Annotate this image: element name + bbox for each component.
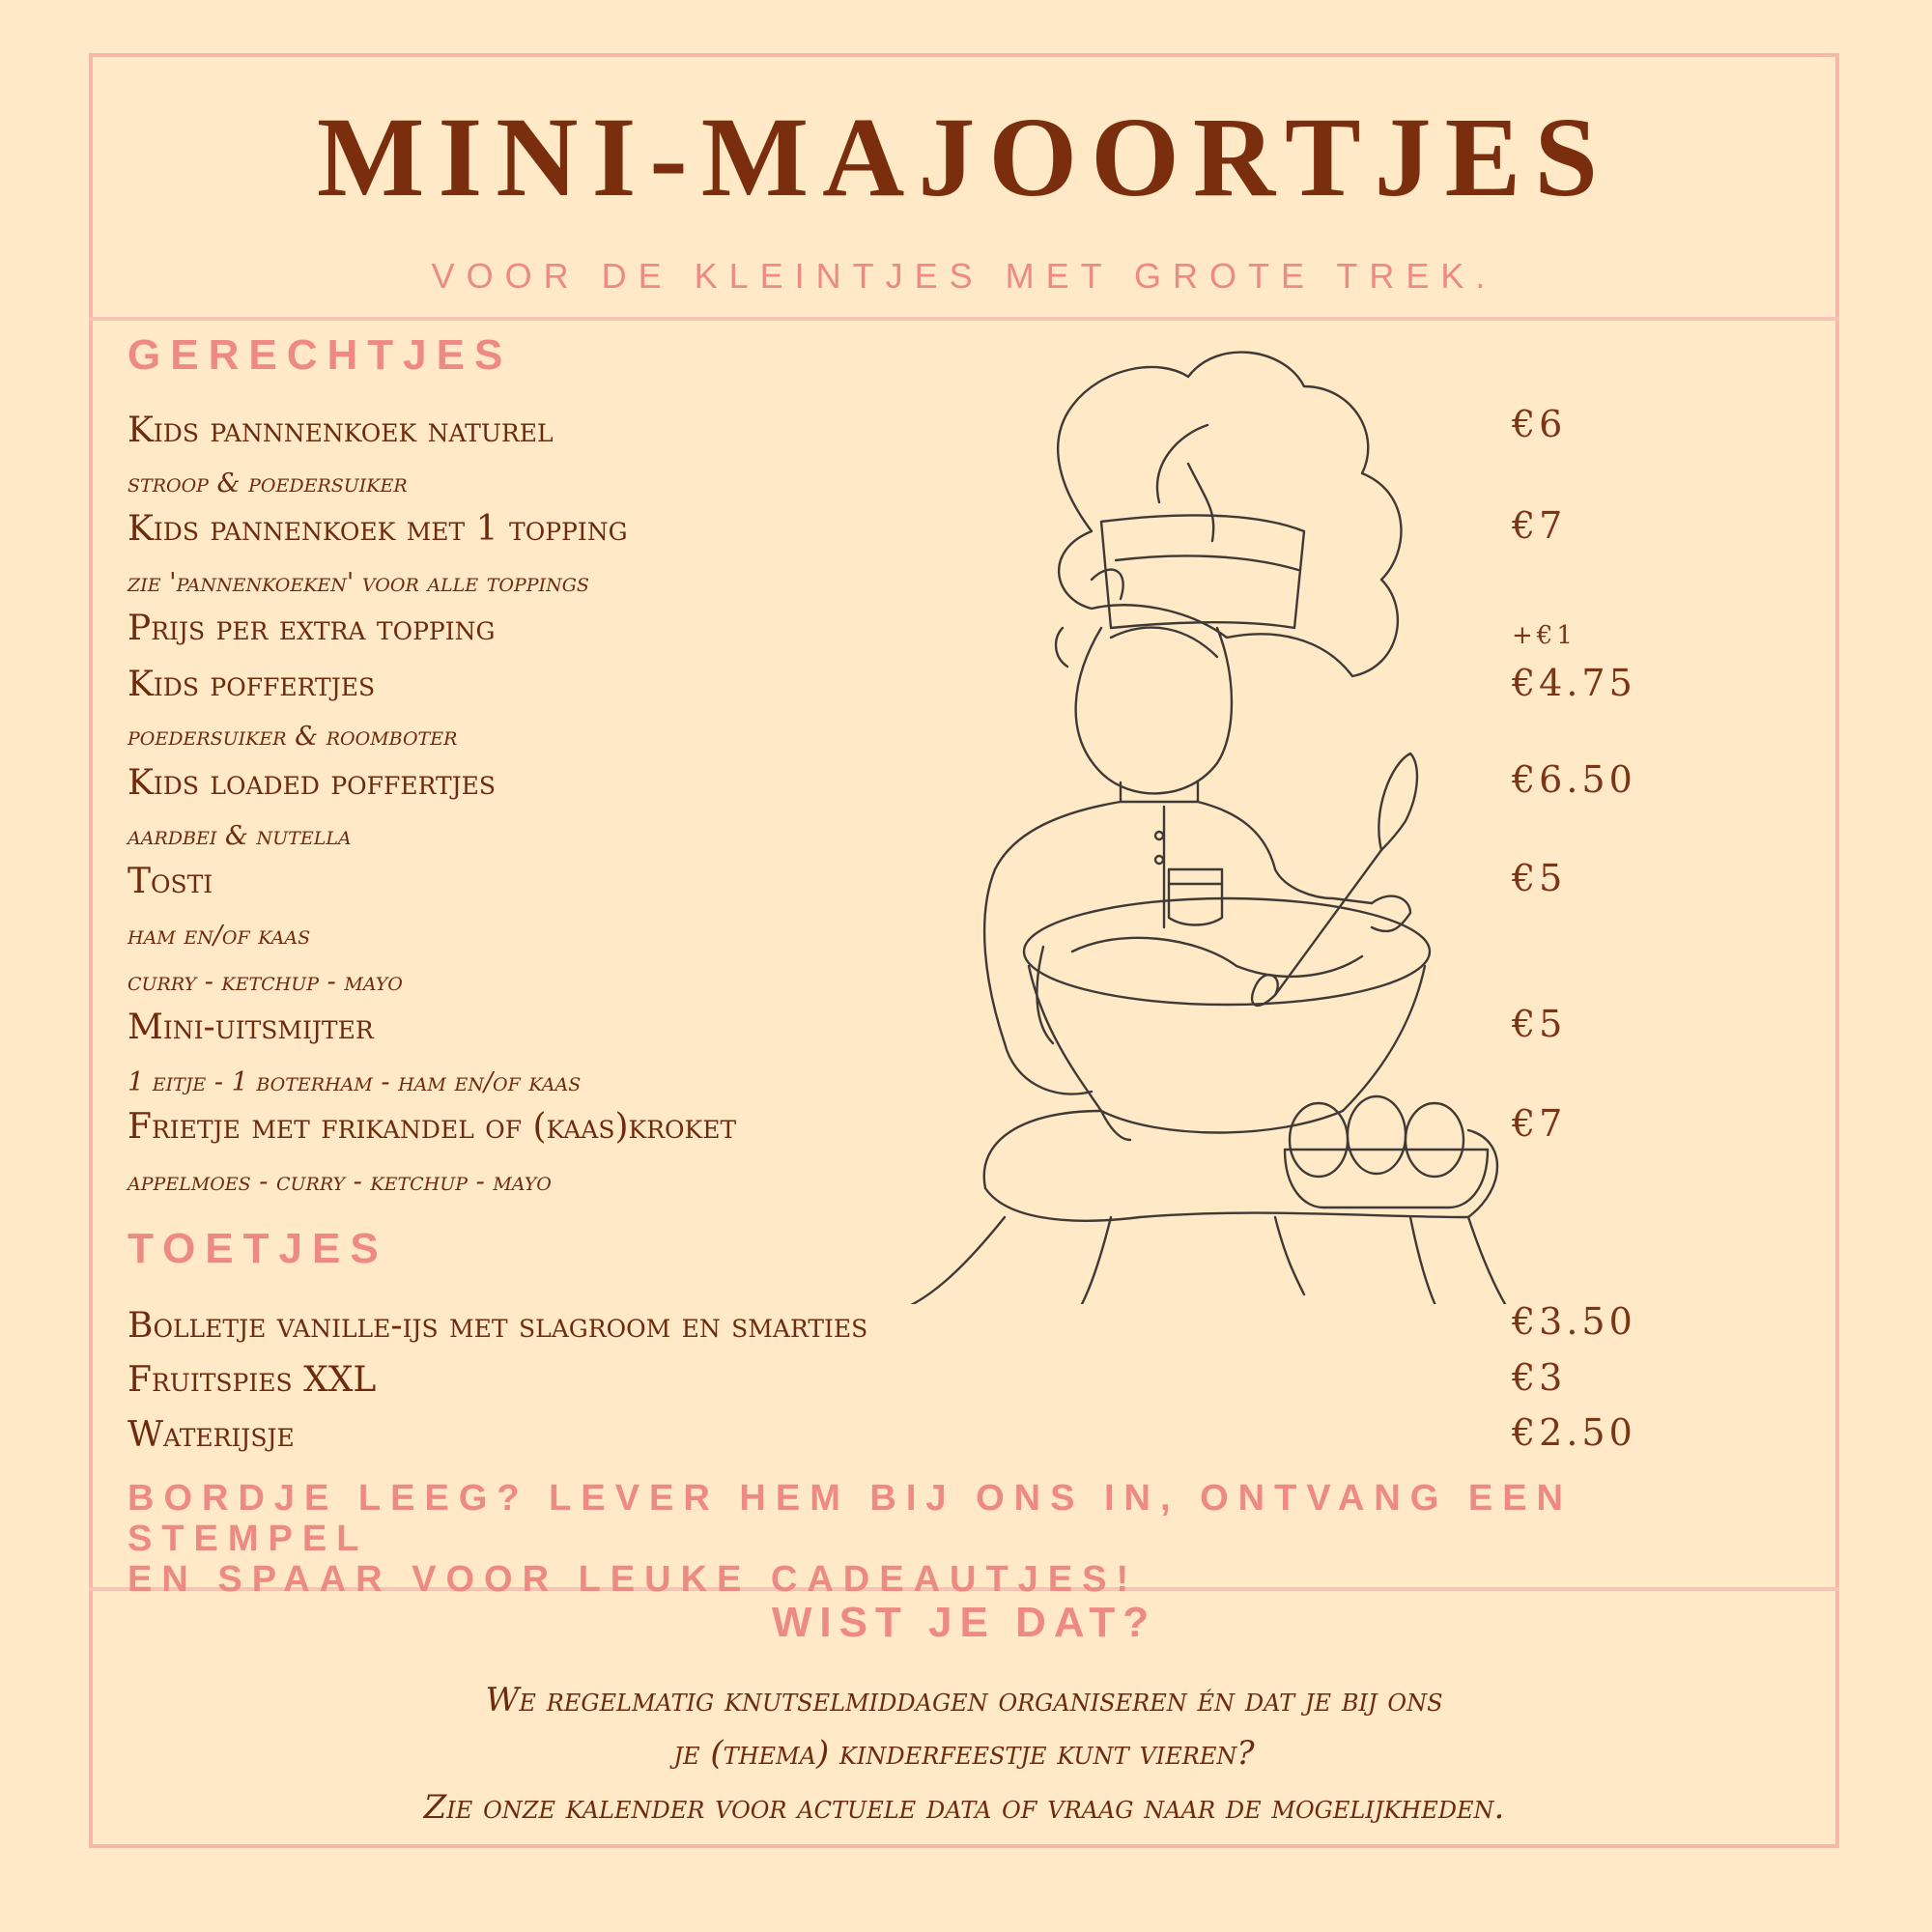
menu-item-name: Bolletje vanille-ijs met slagroom en smarties (128, 1306, 868, 1346)
menu-item-price: €3 (1512, 1356, 1567, 1399)
divider-top (89, 317, 1839, 321)
menu-item-price: €3.50 (1512, 1300, 1636, 1343)
menu-item-description: appelmoes - curry - ketchup - mayo (128, 1167, 552, 1197)
menu-item-price: €7 (1512, 504, 1567, 547)
chef-child-mixing-bowl-icon (869, 348, 1565, 1304)
menu-item-price: €5 (1512, 1003, 1567, 1045)
footer-line: Zie onze kalender voor actuele data of vraag naar de mogelijkheden. (423, 1788, 1505, 1827)
menu-item-description: stroop & poedersuiker (128, 469, 408, 498)
promo-line: EN SPAAR VOOR LEUKE CADEAUTJES! (128, 1559, 1139, 1600)
menu-item-price: €7 (1512, 1102, 1567, 1145)
menu-item-description: 1 eitje - 1 boterham - ham en/of kaas (128, 1067, 582, 1097)
menu-item-description: curry - ketchup - mayo (128, 967, 403, 997)
menu-item-name: Kids pannnenkoek naturel (128, 411, 554, 450)
menu-item-name: Kids loaded poffertjes (128, 763, 497, 803)
promo-line: BORDJE LEEG? LEVER HEM BIJ ONS IN, ONTVANG EEN STEMPEL (128, 1478, 1573, 1559)
menu-item-description: poedersuiker & roomboter (128, 722, 458, 752)
menu-item-description: zie 'pannenkoeken' voor alle toppings (128, 568, 589, 598)
menu-item-price: +€1 (1512, 621, 1577, 650)
footer-line: je (thema) kinderfeestje kunt vieren? (673, 1734, 1255, 1773)
menu-item-name: Frietje met frikandel of (kaas)kroket (128, 1107, 737, 1147)
menu-item-name: Prijs per extra topping (128, 609, 496, 648)
menu-item-name: Tosti (128, 862, 213, 901)
menu-item-description: aardbei & nutella (128, 821, 352, 851)
menu-item-name: Waterijsje (128, 1415, 295, 1455)
menu-item-price: €6.50 (1512, 758, 1636, 801)
footer-heading: WIST JE DAT? (771, 1599, 1157, 1646)
menu-item-description: ham en/of kaas (128, 921, 311, 951)
menu-item-name: Kids poffertjes (128, 665, 376, 704)
menu-item-name: Kids pannenkoek met 1 topping (128, 509, 628, 549)
menu-item-price: €2.50 (1512, 1411, 1636, 1454)
section-heading-gerechtjes: GERECHTJES (128, 331, 513, 379)
promo-text (128, 1478, 1828, 1600)
footer-line: We regelmatig knutselmiddagen organiseren én dat je bij ons (485, 1681, 1443, 1719)
menu-item-price: €4.75 (1512, 662, 1636, 704)
menu-item-price: €6 (1512, 403, 1567, 445)
menu-item-name: Fruitspies XXL (128, 1360, 377, 1400)
menu-item-price: €5 (1512, 857, 1567, 899)
menu-subtitle: VOOR DE KLEINTJES MET GROTE TREK. (431, 256, 1497, 296)
section-heading-toetjes: TOETJES (128, 1225, 388, 1272)
menu-title: MINI-MAJOORTJES (317, 94, 1611, 220)
menu-item-name: Mini-uitsmijter (128, 1008, 374, 1047)
